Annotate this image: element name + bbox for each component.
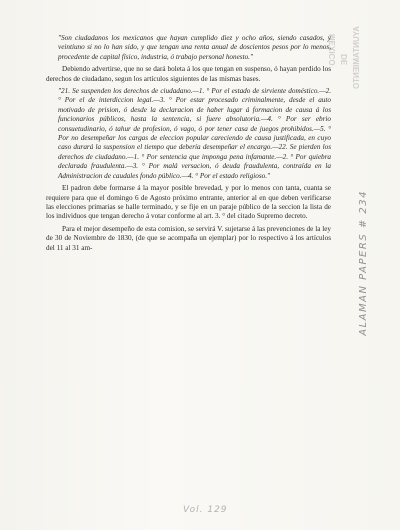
body-text — [46, 34, 331, 253]
bleed-through-header — [328, 26, 362, 136]
paragraph-desempeno: Para el mejor desempeño de esta comision, se servirá V. sujetarse á las prevenciones de la ley de 30 de Noviembre de 1830, (de que se acompaña un ejemplar) por lo respectivo á los artículos del 11 al 31 am- — [46, 224, 331, 252]
quote-citizenship: "Son ciudadanos los mexicanos que hayan cumplido diez y ocho años, siendo casados, y veintiuno si no lo han sido, y que tengan una renta anual de doscientos pesos por lo menos, procedente de capital físico, industria, ó trabajo personal honesto." — [58, 34, 331, 61]
quote-articles-21-22: "21. Se suspenden los derechos de ciudadano.—1. ° Por el estado de sirviente doméstico.—2. ° Por el de interdiccion legal.—3. ° Por estar procesado criminalmente, desde el auto motivado de prision, ó desde la declaracion de haber lugar á formacion de causa á los funcionarios públicos, hasta la sentencia, si fuere absolutoria.—4. ° Por ser ebrio consuetudinario, ó tahur de profesion, ó vago, ó por tener casa de juegos prohibidos.—5. ° Por no desempeñar los cargas de eleccion popular careciendo de causa justificada, en cuyo caso durará la suspension el tiempo que debería desempeñar el encargo.—22. Se pierden los derechos de ciudadano.—1. ° Por sentencia que imponga pena infamante.—2. ° Por quiebra declarada fraudulenta.—3. ° Por malá versacion, ó deuda fraudulenta, contraída en la Administracion de caudales fondo público.—4. ° Por el estado religioso." — [58, 87, 331, 180]
archive-margin-note: ALAMAN PAPERS # 234 — [358, 190, 369, 336]
bleed-line-1: AYUNTAMIENTO — [352, 26, 361, 89]
bleed-line-3: MEXICO — [328, 34, 337, 66]
paragraph-padron: El padron debe formarse á la mayor posible brevedad, y por lo menos con tanta, cuanta se requiere para que el domingo 6 de Agosto próximo entrante, anterior al en que deben verificarse las elecciones primarias se halle terminado, y se fije en un paraje público de la seccion la lista de los individuos que tengan derecho á votar conforme al art. 3. ° del citado Supremo decreto. — [46, 184, 331, 221]
bleed-line-2: DE — [340, 54, 349, 66]
paragraph-advertencia: Debiendo advertirse, que no se dará boleta á los que tengan en suspenso, ó hayan perdido los derechos de ciudadano, segun los artículos siguientes de las mismas bases. — [46, 65, 331, 83]
page-number: Vol. 129 — [183, 505, 228, 515]
